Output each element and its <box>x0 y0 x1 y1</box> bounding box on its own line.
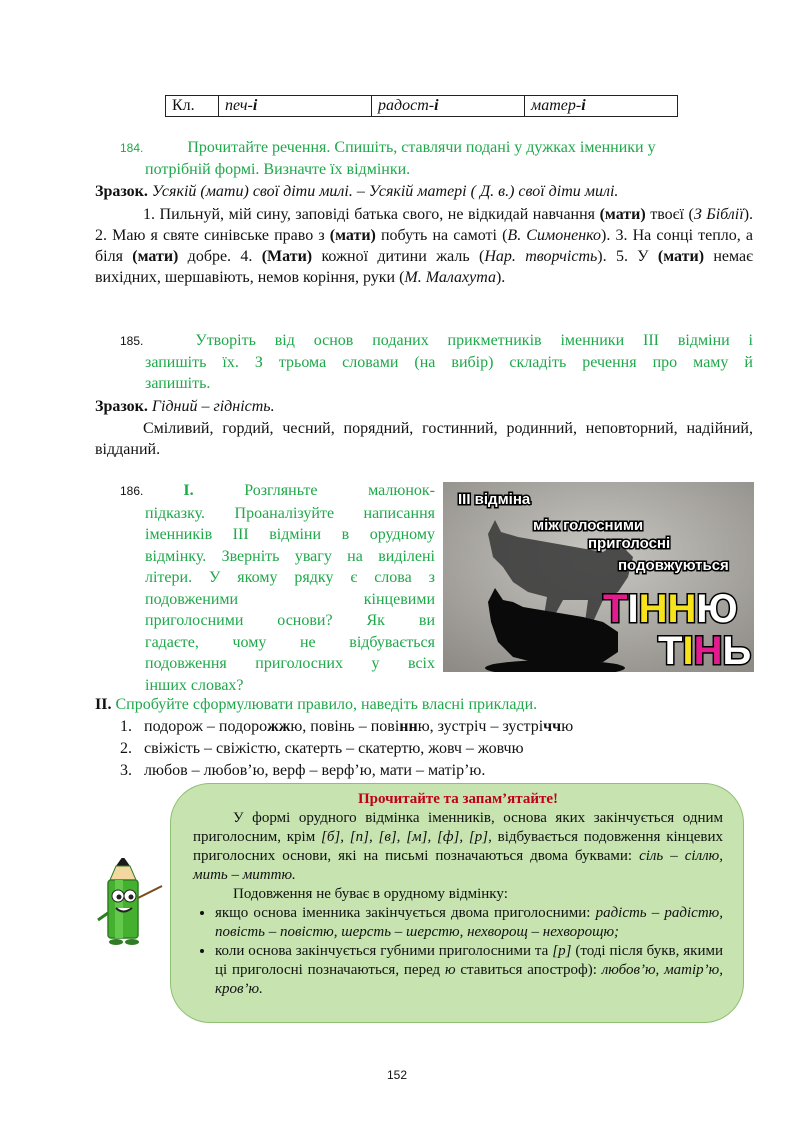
rule-box <box>170 783 744 1023</box>
task-184-text: 1. Пильнуй, мій сину, заповіді батька свого, не відкидай навчання (мати) твоєї (З Біблії). 2. Маю я святе синівське право з (мати) побуть на самоті (В. Симоненко). 3. На сонці тепло, а біля (мати) добре. 4. (Мати) кожної дитини жаль (Нар. творчість). 5. У (мати) немає вихідних, шершавіють, немов коріння, руки (М. Малахута). <box>95 206 754 286</box>
table-cell: Кл. <box>166 96 219 117</box>
task-number: 185. <box>120 334 144 348</box>
list-item: • коли основа закінчується губними приголосними та [р] (тоді після букв, якими ці приголосні позначаються, перед ю ставиться апостроф): любов’ю, матір’ю, кров’ю. <box>215 942 723 999</box>
examples-list <box>120 716 720 782</box>
part2-instruction: Спробуйте сформулювати правило, наведіть власні приклади. <box>115 696 538 713</box>
list-item: 1. подорож – подорожжю, повінь – повінню, зустріч – зустріччю <box>120 718 574 735</box>
picture-label: приголосні <box>588 535 671 552</box>
part-label: ІІ. <box>95 696 112 713</box>
task-185-example <box>95 396 753 417</box>
task-185-instruction <box>120 330 753 394</box>
instruction-line: Утворіть від основ поданих прикметників іменники ІІІ відміни і <box>195 332 753 349</box>
rule-paragraph: У формі орудного відмінка іменників, основа яких закінчується одним приголосним, крім [б], [п], [в], [м], [ф], [р], відбувається подовження кінцевих приголосних основи, які на письмі позначаються двома буквами: сіль – сіллю, мить – миттю. <box>193 810 724 883</box>
cell-ending: і <box>434 97 439 114</box>
task-184-example <box>95 181 753 202</box>
example-label: Зразок. <box>95 398 148 415</box>
list-item: 2. свіжість – свіжістю, скатерть – скатертю, жовч – жовчю <box>120 740 524 757</box>
page-number: 152 <box>386 1068 408 1082</box>
picture-label: ІІІ відміна <box>458 491 531 508</box>
table-row <box>166 96 678 117</box>
example-label: Зразок. <box>95 183 148 200</box>
rule-title: Прочитайте та запам’ятайте! <box>357 791 558 807</box>
list-item: • якщо основа іменника закінчується двома приголосними: радість – радістю, повість – повістю, шерсть – шерстю, нехворощ – нехворощю; <box>215 904 723 942</box>
picture-label: подовжуються <box>618 557 729 574</box>
part-label: І. <box>183 482 194 499</box>
cat-shadow-image <box>443 482 754 672</box>
rule-paragraph: Подовження не буває в орудному відмінку: <box>233 886 508 902</box>
cell-text: матер- <box>531 97 582 114</box>
example-text: Гідний – гідність. <box>151 398 275 415</box>
picture-label: між голосними <box>533 517 644 534</box>
instruction-line: Прочитайте речення. Спишіть, ставлячи подані у дужках іменники у <box>187 139 656 156</box>
list-item: 3. любов – любов’ю, верф – верф’ю, мати – матір’ю. <box>120 762 486 779</box>
table-cell <box>219 96 372 117</box>
table-cell <box>372 96 525 117</box>
pencil-mascot-icon <box>96 858 174 948</box>
cell-text: печ- <box>225 97 253 114</box>
task-186-part1: 186. І. Розгляньте малюнок- підказку. Проаналізуйте написання іменників ІІІ відміни в орудному відмінку. Зверніть увагу на виділені літери. У якому рядку є слова з подовженими кінцевими приголосними основи? Як ви гадаєте, чому не відбувається подовження приголосних у всіх інших словах? <box>120 482 435 694</box>
hint-picture <box>443 482 754 672</box>
example-text: Усякій (мати) свої діти милі. – Усякій матері ( Д. в.) свої діти милі. <box>151 183 619 200</box>
word-tinnyu: ТІННЮ <box>603 587 738 631</box>
table-cell <box>525 96 678 117</box>
instruction-line: запишіть їх. З трьома словами (на вибір) складіть речення про маму й <box>145 354 753 371</box>
task-184-instruction <box>120 137 753 180</box>
cell-ending: і <box>581 97 586 114</box>
instruction-line: запишіть. <box>145 375 211 392</box>
rule-list <box>193 904 723 999</box>
task-185-words: Сміливий, гордий, чесний, порядний, гостинний, родинний, неповторний, надійний, відданий. <box>95 420 753 458</box>
case-table <box>165 95 678 117</box>
word-tin: ТІНЬ <box>658 629 752 672</box>
cell-ending: і <box>252 97 258 114</box>
task-number: 184. <box>120 141 144 155</box>
task-186-part2 <box>95 694 753 715</box>
cell-text: радост- <box>378 97 435 114</box>
instruction-line: потрібній формі. Визначте їх відмінки. <box>145 161 411 178</box>
task-number: 186. <box>120 484 144 498</box>
